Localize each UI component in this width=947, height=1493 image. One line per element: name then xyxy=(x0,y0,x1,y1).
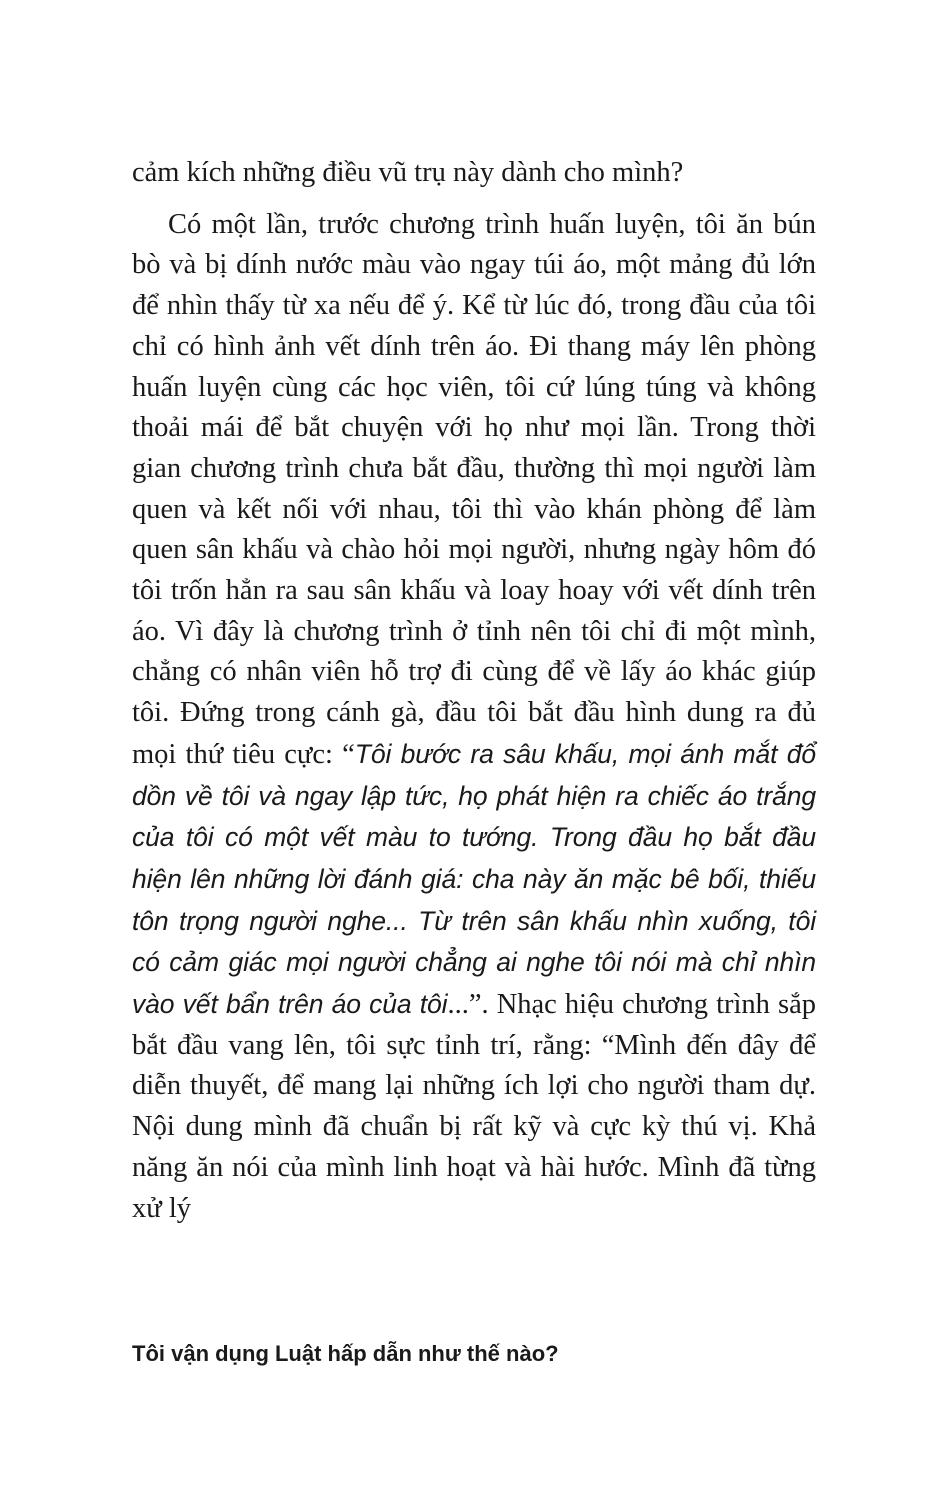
quote-end: ...”. xyxy=(447,989,489,1021)
anecdote-continuation: Nhạc hiệu chương trình sắp bắt đầu vang lên, tôi sực tỉnh trí, rằng: “Mình đến đây để diễn thuyết, để mang lại những ích lợi cho người tham dự. Nội dung mình đã chuẩn bị rất kỹ và cực kỳ thú vị. Khả năng ăn nói của mình linh hoạt và hài hước. Mình đã từng xử lý xyxy=(132,989,816,1224)
running-footer-title: Tôi vận dụng Luật hấp dẫn như thế nào? xyxy=(132,1341,559,1366)
paragraph-continuation: cảm kích những điều vũ trụ này dành cho mình? xyxy=(132,157,684,188)
body-text xyxy=(132,153,816,1229)
anecdote-text: Có một lần, trước chương trình huấn luyện, tôi ăn bún bò và bị dính nước màu vào ngay túi áo, một mảng đủ lớn để nhìn thấy từ xa nếu để ý. Kể từ lúc đó, trong đầu của tôi chỉ có hình ảnh vết dính trên áo. Đi thang máy lên phòng huấn luyện cùng các học viên, tôi cứ lúng túng và không thoải mái để bắt chuyện với họ như mọi lần. Trong thời gian chương trình chưa bắt đầu, thường thì mọi người làm quen và kết nối với nhau, tôi thì vào khán phòng để làm quen sân khấu và chào hỏi mọi người, nhưng ngày hôm đó tôi trốn hẳn ra sau sân khấu và loay hoay với vết dính trên áo. Vì đây là chương trình ở tỉnh nên tôi chỉ đi một mình, chẳng có nhân viên hỗ trợ đi cùng để về lấy áo khác giúp tôi. Đứng trong cánh gà, đầu tôi bắt đầu hình dung ra đủ mọi thứ tiêu cực: “ xyxy=(132,208,816,770)
imagined-quote: Tôi bước ra sâu khấu, mọi ánh mắt đổ dồn về tôi và ngay lập tức, họ phát hiện ra chiếc áo trắng của tôi có một vết màu to tướng. Trong đầu họ bắt đầu hiện lên những lời đánh giá: cha này ăn mặc bê bối, thiếu tôn trọng người nghe... Từ trên sân khấu nhìn xuống, tôi có cảm giác mọi người chẳng ai nghe tôi nói mà chỉ nhìn vào vết bẩn trên áo của tôi xyxy=(132,738,816,1020)
paragraph-anecdote xyxy=(132,205,816,1230)
